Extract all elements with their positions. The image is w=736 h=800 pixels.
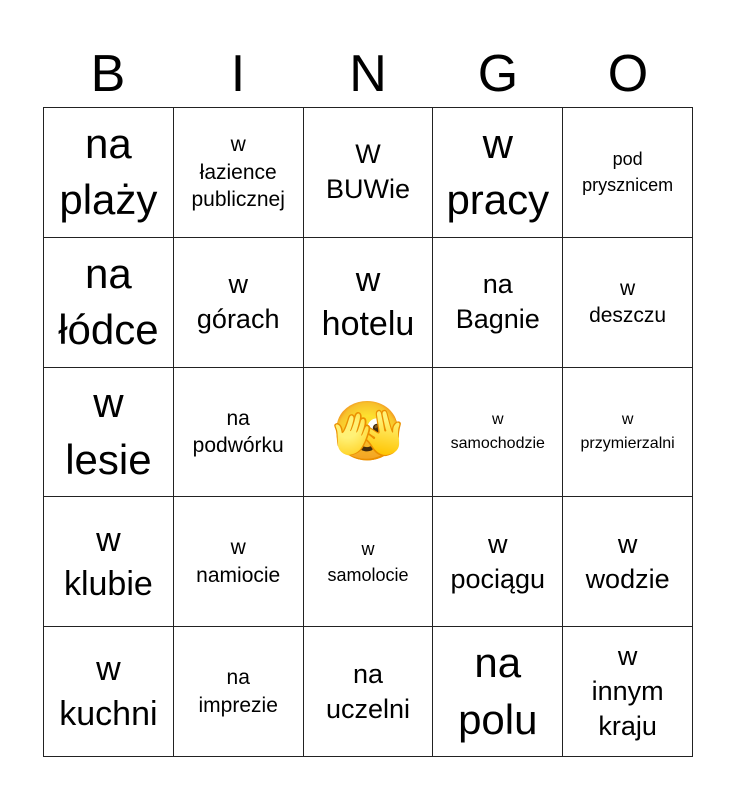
bingo-cell[interactable]: w deszczu bbox=[563, 238, 693, 368]
bingo-cell[interactable]: w samochodzie bbox=[433, 368, 563, 498]
header-letter-o: O bbox=[607, 45, 649, 103]
bingo-header bbox=[43, 40, 693, 108]
header-letter-i: I bbox=[230, 45, 246, 103]
bingo-cell[interactable]: w kuchni bbox=[44, 627, 174, 757]
header-letter-n: N bbox=[349, 45, 387, 103]
bingo-cell[interactable]: na Bagnie bbox=[433, 238, 563, 368]
bingo-cell[interactable]: w pracy bbox=[433, 108, 563, 238]
bingo-cell[interactable]: w hotelu bbox=[304, 238, 434, 368]
bingo-grid bbox=[43, 107, 693, 757]
bingo-cell[interactable]: na uczelni bbox=[304, 627, 434, 757]
header-letter-g: G bbox=[477, 45, 519, 103]
bingo-cell[interactable]: na podwórku bbox=[174, 368, 304, 498]
bingo-cell[interactable]: w innym kraju bbox=[563, 627, 693, 757]
bingo-cell[interactable]: na imprezie bbox=[174, 627, 304, 757]
bingo-cell[interactable]: w lesie bbox=[44, 368, 174, 498]
bingo-cell[interactable]: w klubie bbox=[44, 497, 174, 627]
free-space-cell[interactable] bbox=[304, 368, 434, 498]
bingo-cell[interactable]: na łódce bbox=[44, 238, 174, 368]
bingo-cell[interactable]: w samolocie bbox=[304, 497, 434, 627]
bingo-cell[interactable]: w górach bbox=[174, 238, 304, 368]
bingo-cell[interactable]: w przymierzalni bbox=[563, 368, 693, 498]
face-peeking-emoji-icon: 🫣 bbox=[331, 398, 405, 464]
bingo-cell[interactable]: w łazience publicznej bbox=[174, 108, 304, 238]
bingo-cell[interactable]: na plaży bbox=[44, 108, 174, 238]
bingo-cell[interactable]: W BUWie bbox=[304, 108, 434, 238]
bingo-cell[interactable]: w namiocie bbox=[174, 497, 304, 627]
bingo-cell[interactable]: w pociągu bbox=[433, 497, 563, 627]
bingo-cell[interactable]: pod prysznicem bbox=[563, 108, 693, 238]
bingo-cell[interactable]: w wodzie bbox=[563, 497, 693, 627]
bingo-cell[interactable]: na polu bbox=[433, 627, 563, 757]
header-letter-b: B bbox=[90, 45, 126, 103]
